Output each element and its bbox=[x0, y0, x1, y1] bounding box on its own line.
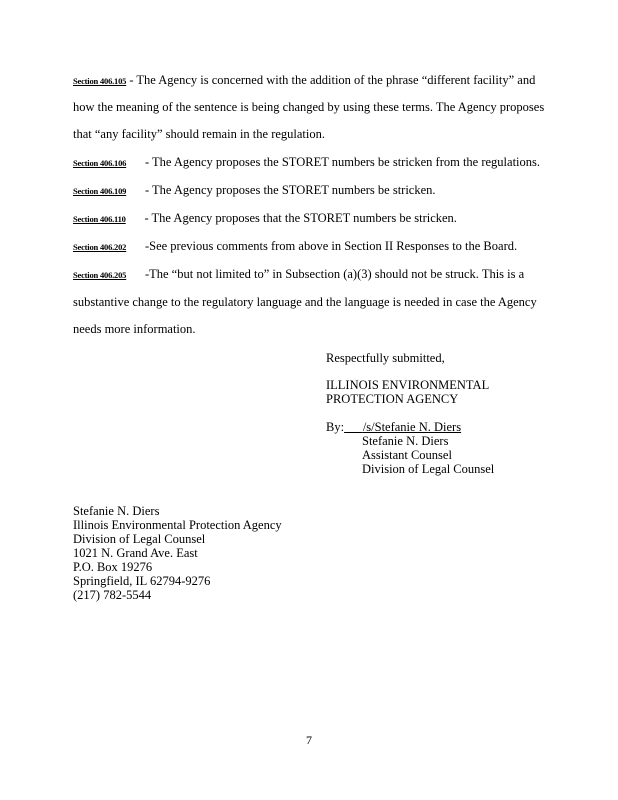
section-label-406-110: Section 406.110 bbox=[73, 214, 126, 224]
address-phone: (217) 782-5544 bbox=[73, 588, 152, 602]
comment-406-205-line-3: needs more information. bbox=[73, 322, 196, 336]
separator: - bbox=[125, 211, 152, 225]
section-label-406-109: Section 406.109 bbox=[73, 186, 127, 196]
comment-406-106 bbox=[73, 155, 540, 170]
comment-text: The Agency proposes that the STORET numbers be stricken. bbox=[151, 211, 457, 225]
section-label-406-105: Section 406.105 bbox=[73, 76, 127, 86]
comment-text: See previous comments from above in Section II Responses to the Board. bbox=[149, 239, 518, 253]
signature-line bbox=[326, 420, 461, 434]
section-label-406-106: Section 406.106 bbox=[73, 158, 127, 168]
address-division: Division of Legal Counsel bbox=[73, 532, 206, 546]
separator: - bbox=[126, 239, 150, 253]
by-label: By: bbox=[326, 420, 345, 434]
comment-406-105-line-2: how the meaning of the sentence is being changed by using these terms. The Agency proposes bbox=[73, 100, 545, 114]
signer-title: Assistant Counsel bbox=[362, 448, 452, 462]
section-label-406-202: Section 406.202 bbox=[73, 242, 127, 252]
address-street: 1021 N. Grand Ave. East bbox=[73, 546, 198, 560]
comment-text: The Agency is concerned with the addition of the phrase “different facility” and bbox=[136, 73, 536, 87]
comment-406-110 bbox=[73, 211, 457, 226]
address-po-box: P.O. Box 19276 bbox=[73, 560, 153, 574]
separator: - bbox=[126, 155, 153, 169]
address-city: Springfield, IL 62794-9276 bbox=[73, 574, 211, 588]
comment-406-105-line-3: that “any facility” should remain in the regulation. bbox=[73, 127, 326, 141]
electronic-signature: /s/Stefanie N. Diers bbox=[362, 420, 462, 434]
signer-name: Stefanie N. Diers bbox=[362, 434, 449, 448]
signature-underline bbox=[344, 420, 461, 434]
comment-text: The Agency proposes the STORET numbers be stricken. bbox=[152, 183, 436, 197]
signer-division: Division of Legal Counsel bbox=[362, 462, 495, 476]
comment-406-105-line-1 bbox=[73, 73, 535, 88]
comment-text: The Agency proposes the STORET numbers be stricken from the regulations. bbox=[152, 155, 541, 169]
section-label-406-205: Section 406.205 bbox=[73, 270, 127, 280]
agency-name-line-2: PROTECTION AGENCY bbox=[326, 392, 459, 406]
page-number: 7 bbox=[306, 733, 312, 747]
agency-name-line-1: ILLINOIS ENVIRONMENTAL bbox=[326, 378, 490, 392]
separator: - bbox=[126, 267, 150, 281]
comment-406-205-line-1 bbox=[73, 267, 524, 282]
closing: Respectfully submitted, bbox=[326, 351, 445, 365]
comment-406-202 bbox=[73, 239, 517, 254]
comment-406-109 bbox=[73, 183, 436, 198]
separator: - bbox=[126, 73, 137, 87]
address-org: Illinois Environmental Protection Agency bbox=[73, 518, 282, 532]
address-name: Stefanie N. Diers bbox=[73, 504, 160, 518]
comment-406-205-line-2: substantive change to the regulatory language and the language is needed in case the Agency bbox=[73, 295, 537, 309]
comment-text: The “but not limited to” in Subsection (a)(3) should not be struck. This is a bbox=[149, 267, 525, 281]
separator: - bbox=[126, 183, 153, 197]
